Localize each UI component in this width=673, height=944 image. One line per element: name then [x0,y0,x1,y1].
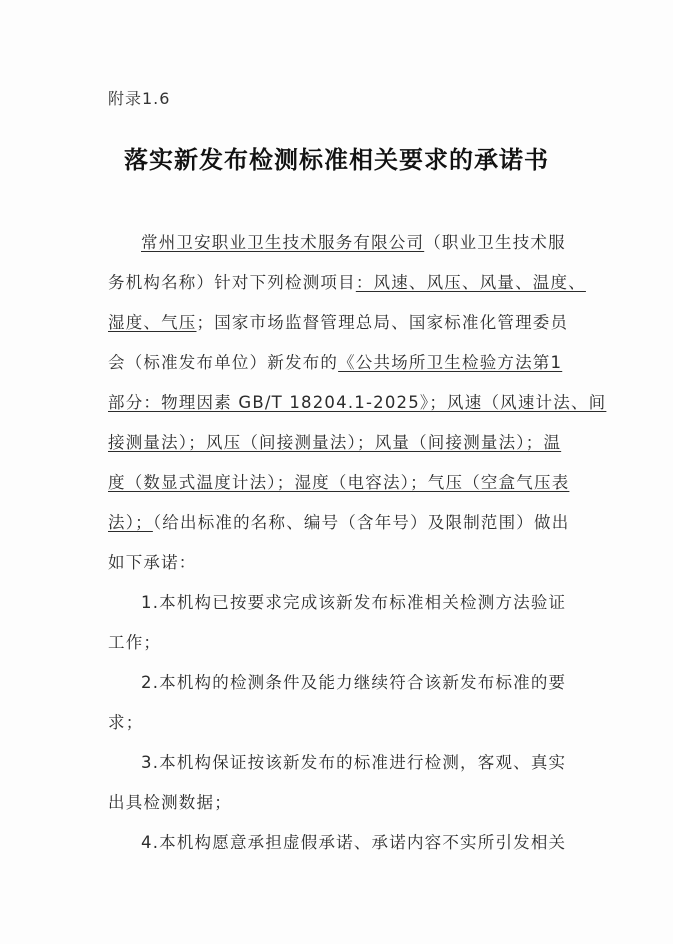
appendix-label: 附录1.6 [108,89,171,108]
intro-line-1 [141,233,566,253]
organization-name: 常州卫安职业卫生技术服务有限公司 [141,233,425,252]
intro-line-3-b: ；国家市场监督管理总局、国家标准化管理委员 [196,313,569,332]
intro-line-4-a: 会（标准发布单位）新发布的 [108,353,339,372]
intro-line-2-a: 务机构名称）针对下列检测项目 [108,273,356,292]
commitment-1-line-1: 1.本机构已按要求完成该新发布标准相关检测方法验证 [141,593,567,612]
standard-name-part-1: 《公共场所卫生检验方法第1 [338,353,563,372]
intro-line-1-rest: （职业卫生技术服 [424,233,566,252]
standard-scope-part-3: 法）； [108,513,153,532]
intro-line-9: 如下承诺： [108,553,197,572]
commitment-3-line-1: 3.本机构保证按该新发布的标准进行检测，客观、真实 [141,753,567,772]
commitment-1-line-2: 工作； [108,633,162,652]
commitment-2-line-1: 2.本机构的检测条件及能力继续符合该新发布标准的要 [141,673,567,692]
commitment-2-line-2: 求； [108,713,144,732]
commitment-4-line-1: 4.本机构愿意承担虚假承诺、承诺内容不实所引发相关 [141,833,567,852]
document-title: 落实新发布检测标准相关要求的承诺书 [124,145,549,174]
commitment-3-line-2: 出具检测数据； [108,793,232,812]
intro-line-8-b: （给出标准的名称、编号（含年号）及限制范围）做出 [152,513,570,532]
standard-scope-part-1: 接测量法）；风压（间接测量法）；风量（间接测量法）；温 [108,433,562,452]
standard-name-part-2: 部分：物理因素 GB/T 18204.1-2025》；风速（风速计法、间 [108,393,607,412]
intro-line-2 [108,273,586,293]
intro-line-4 [108,353,562,373]
intro-line-7 [108,473,569,493]
standard-scope-part-2: 度（数显式温度计法）；湿度（电容法）；气压（空盒气压表 [108,473,570,492]
test-items-part-2: 湿度、气压 [108,313,197,332]
intro-line-6 [108,433,561,453]
test-items-part-1: ：风速、风压、风量、温度、 [355,273,586,292]
intro-line-3 [108,313,568,333]
intro-line-5 [108,393,606,413]
intro-line-8 [108,513,569,533]
